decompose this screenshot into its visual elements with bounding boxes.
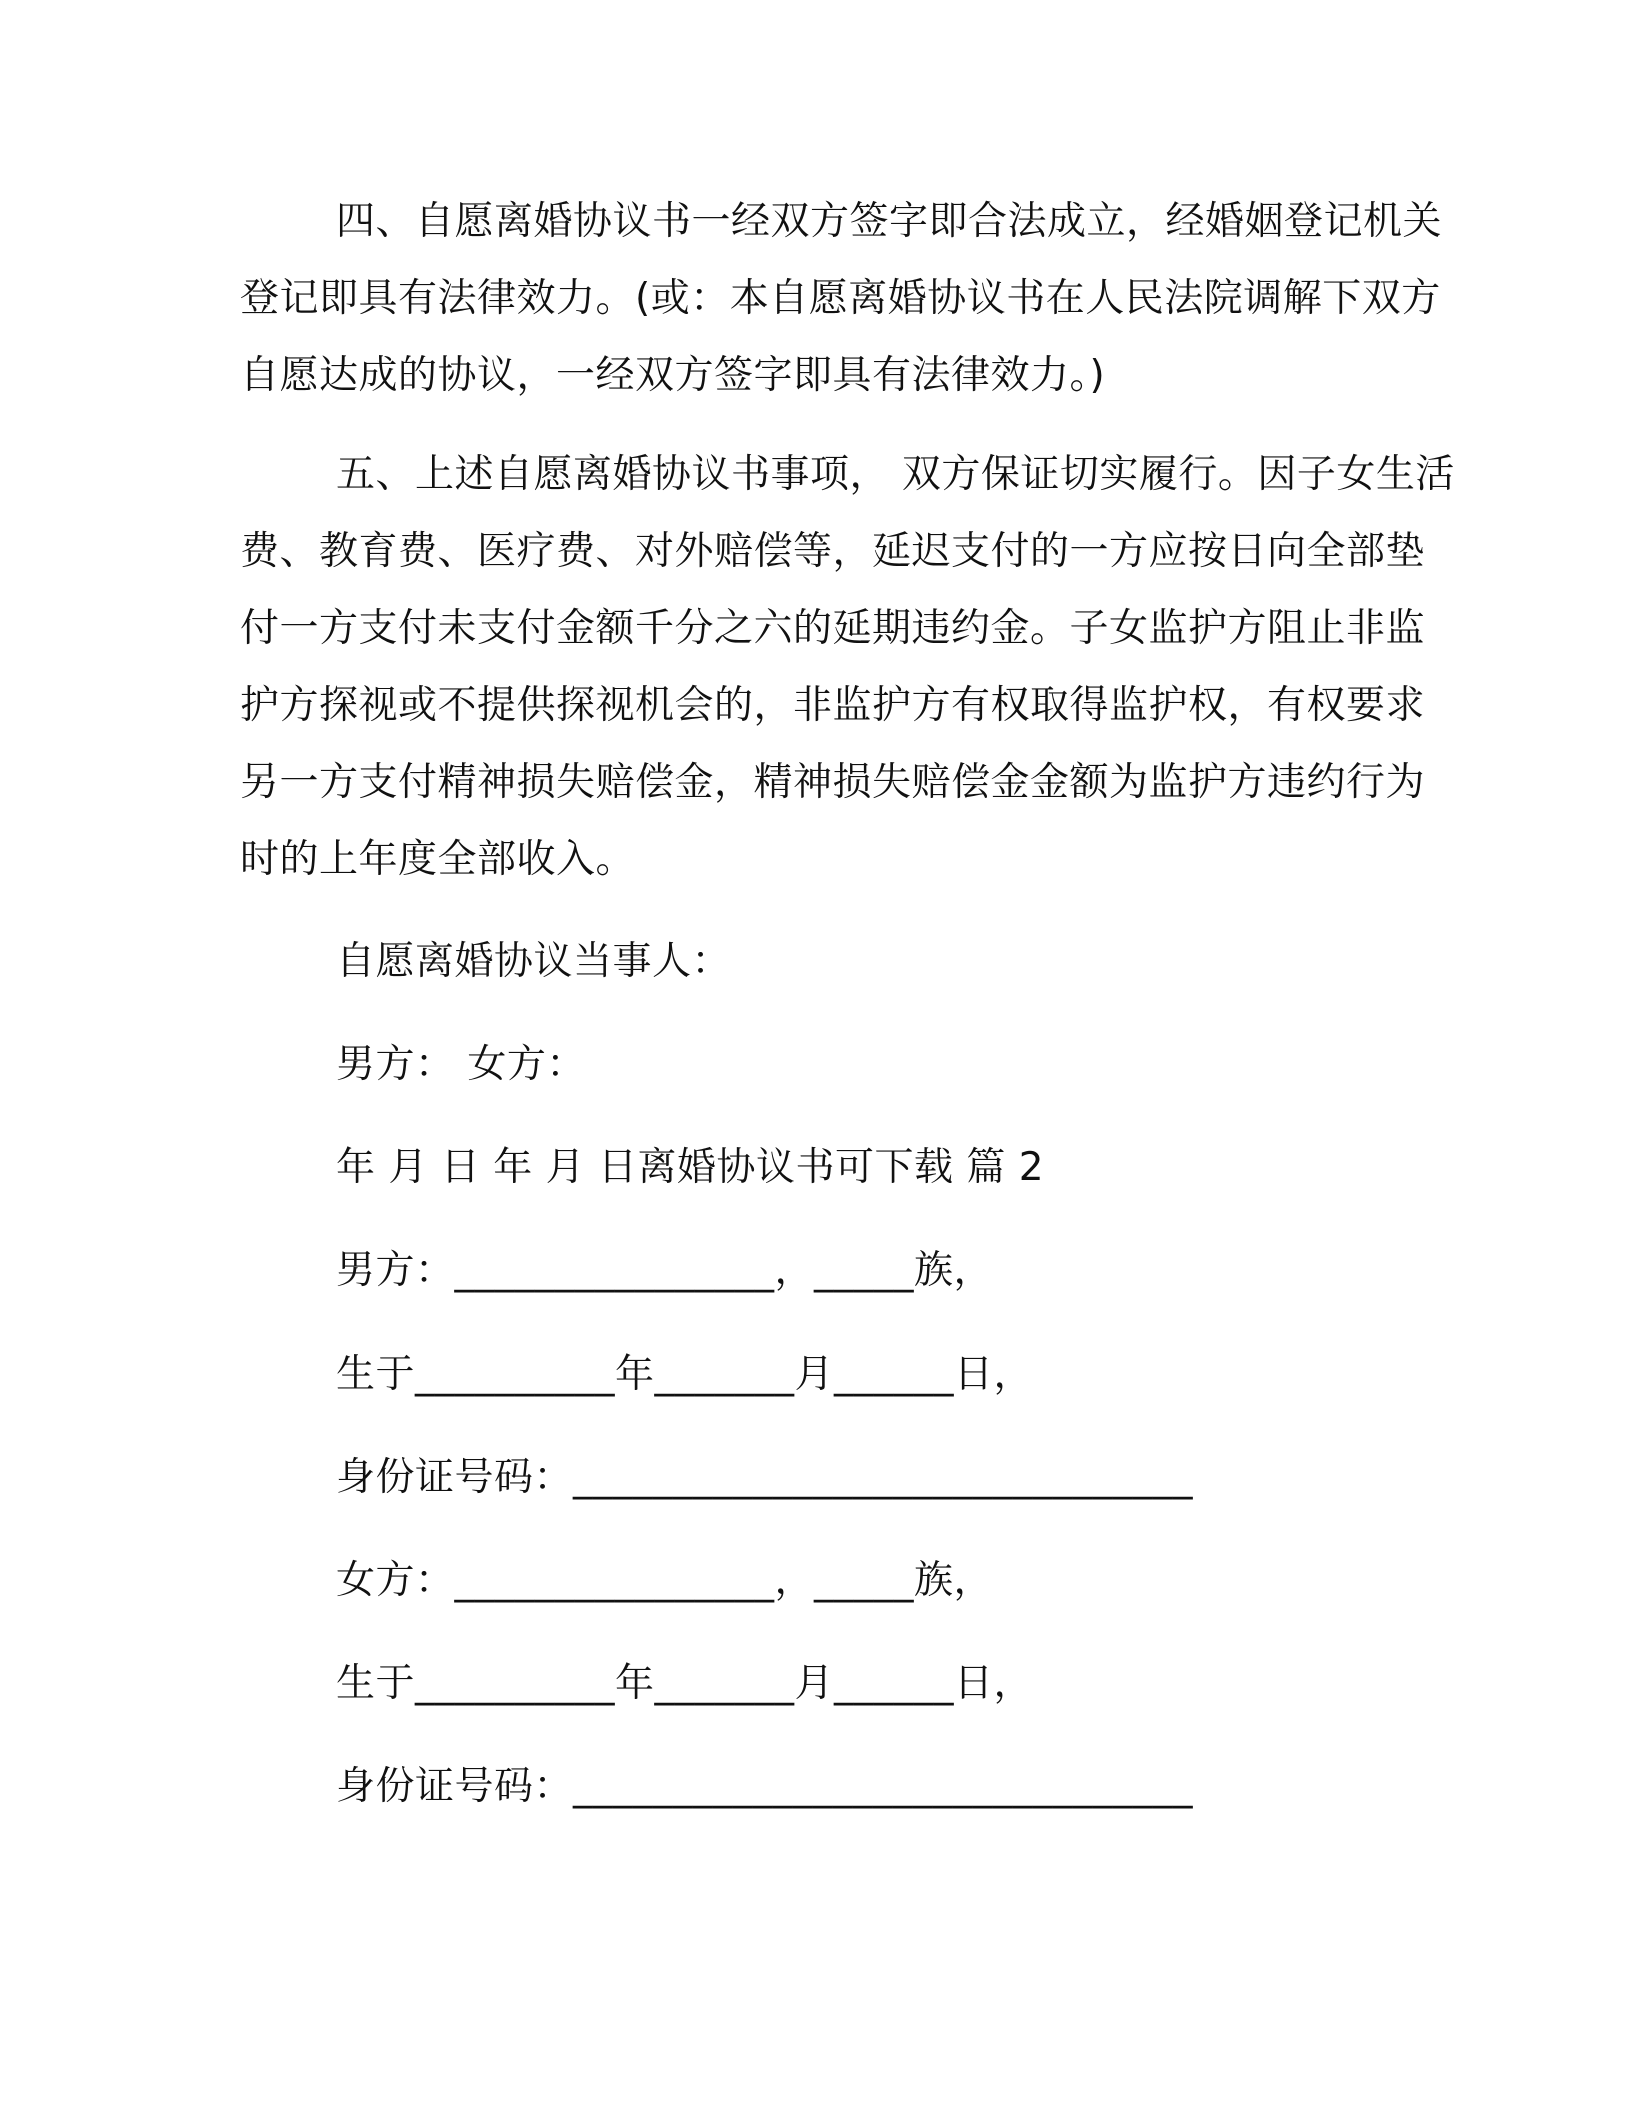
female-id-field: 身份证号码：_______________________________ [336,1764,1194,1809]
female-name-field: 女方：________________，_____族， [336,1558,994,1603]
female-birth-field: 生于__________年_______月______日， [336,1661,1034,1706]
paragraph-five-line-1: 五、上述自愿离婚协议书事项， 双方保证切实履行。因子女生活 [336,452,1455,497]
signatures-line: 男方： 女方： [336,1042,586,1087]
date-title-line: 年 月 日 年 月 日离婚协议书可下载 篇 2 [336,1145,1045,1190]
paragraph-four-line-1: 四、自愿离婚协议书一经双方签字即合法成立，经婚姻登记机关 [336,199,1443,244]
male-id-field: 身份证号码：_______________________________ [336,1455,1194,1500]
male-name-field: 男方：________________，_____族， [336,1248,994,1293]
paragraph-four [240,183,1443,414]
paragraph-five-line-2: 费、教育费、医疗费、对外赔偿等，延迟支付的一方应按日向全部垫 [240,529,1426,574]
paragraph-four-line-3: 自愿达成的协议，一经双方签字即具有法律效力。) [240,353,1106,398]
paragraph-five-line-5: 另一方支付精神损失赔偿金，精神损失赔偿金金额为监护方违约行为 [240,760,1426,805]
paragraph-five-line-3: 付一方支付未支付金额千分之六的延期违约金。子女监护方阻止非监 [240,606,1426,651]
paragraph-five-line-4: 护方探视或不提供探视机会的，非监护方有权取得监护权，有权要求 [240,683,1426,728]
paragraph-five-line-6: 时的上年度全部收入。 [240,837,636,882]
parties-heading: 自愿离婚协议当事人： [336,939,732,984]
paragraph-five [240,436,1455,898]
paragraph-four-line-2: 登记即具有法律效力。(或：本自愿离婚协议书在人民法院调解下双方 [240,276,1441,321]
male-birth-field: 生于__________年_______月______日， [336,1352,1034,1397]
